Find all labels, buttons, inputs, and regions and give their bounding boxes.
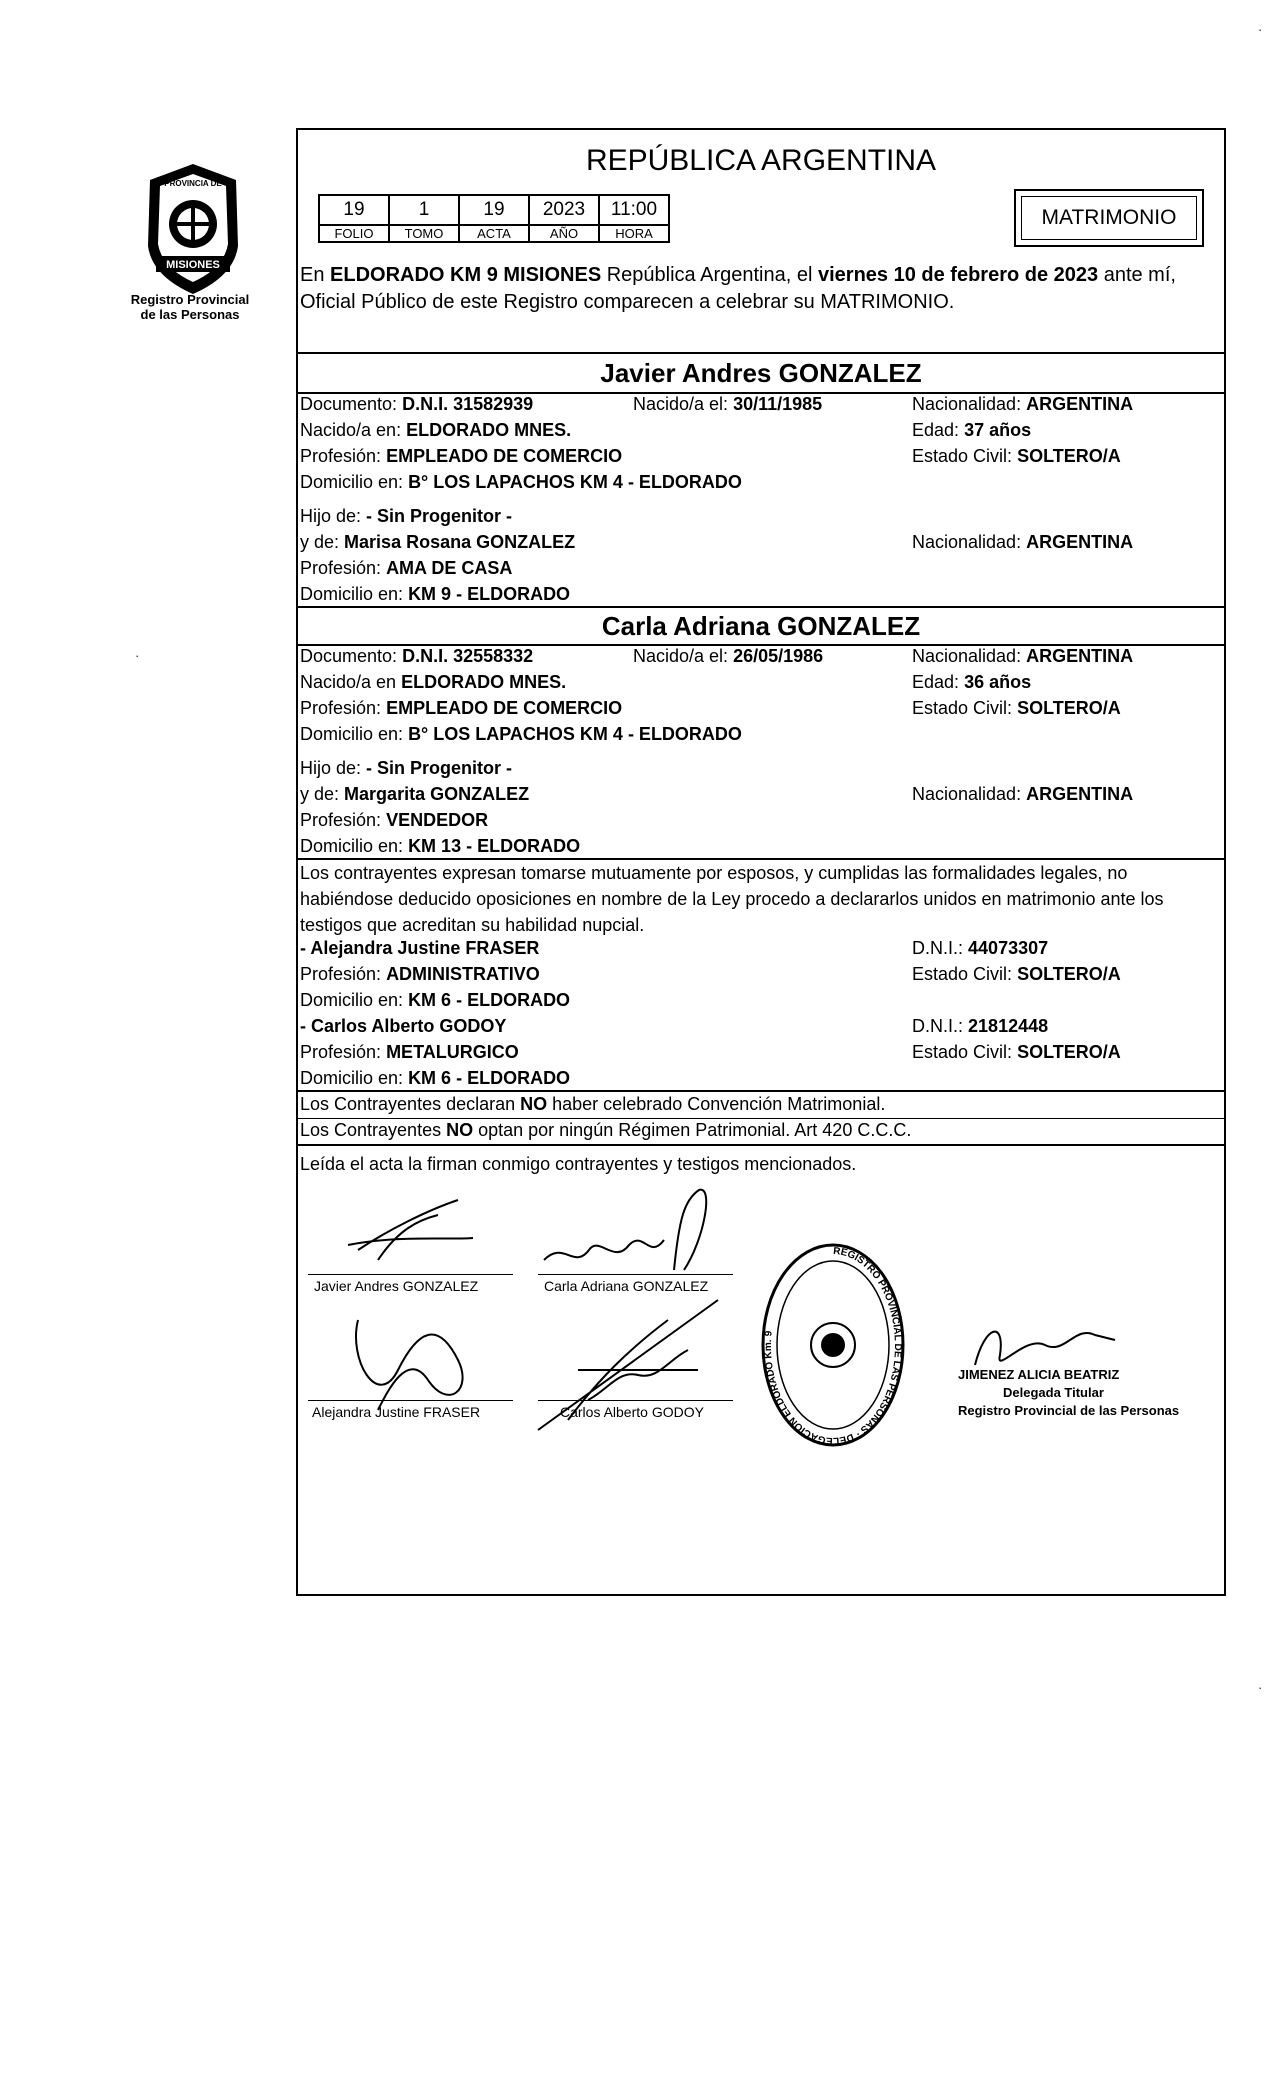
signature-carlos-icon (518, 1280, 738, 1450)
registry-caption-line2: de las Personas (140, 307, 240, 322)
spouse1-age: Edad: 37 años (912, 420, 1032, 440)
record-type-box (1014, 189, 1204, 247)
spouse1-address: Domicilio en: B° LOS LAPACHOS KM 4 - ELDORADO (300, 472, 742, 492)
spouse1-birthdate: Nacido/a el: 30/11/1985 (633, 394, 823, 414)
margin-mark: · (1258, 22, 1263, 37)
regime-note: Los Contrayentes NO optan por ningún Régimen Patrimonial. Art 420 C.C.C. (300, 1120, 912, 1140)
spouse2-nationality: Nacionalidad: ARGENTINA (912, 646, 1134, 666)
spouse1-name: Javier Andres GONZALEZ (600, 358, 922, 388)
divider (298, 1090, 1224, 1092)
witness1-dni: D.N.I.: 44073307 (912, 938, 1049, 958)
spouse2-mother-nationality: Nacionalidad: ARGENTINA (912, 784, 1134, 804)
signature-javier-icon (338, 1190, 488, 1270)
spouse1-father: Hijo de: - Sin Progenitor - (300, 506, 513, 526)
read-note: Leída el acta la firman conmigo contrayentes y testigos mencionados. (300, 1154, 857, 1174)
signature-carla-icon (534, 1180, 734, 1280)
page-title: REPÚBLICA ARGENTINA (585, 144, 937, 177)
divider (298, 352, 1224, 354)
year-value: 2023 (529, 195, 599, 225)
acta-value: 19 (459, 195, 529, 225)
spouse2-civil-status: Estado Civil: SOLTERO/A (912, 698, 1121, 718)
witness2-dni: D.N.I.: 21812448 (912, 1016, 1049, 1036)
spouse1-mother-profession: Profesión: AMA DE CASA (300, 558, 513, 578)
spouse2-mother-address: Domicilio en: KM 13 - ELDORADO (300, 836, 581, 856)
tomo-label: TOMO (389, 225, 459, 242)
witness2-name: - Carlos Alberto GODOY (300, 1016, 507, 1036)
signature-line (308, 1274, 513, 1275)
witness1-profession: Profesión: ADMINISTRATIVO (300, 964, 540, 984)
signature-carla-label: Carla Adriana GONZALEZ (544, 1278, 709, 1294)
spouse1-birthplace: Nacido/a en: ELDORADO MNES. (300, 420, 572, 440)
witness2-profession: Profesión: METALURGICO (300, 1042, 519, 1062)
folio-value: 19 (319, 195, 389, 225)
intro-place: ELDORADO KM 9 MISIONES (330, 264, 602, 286)
spouse2-father: Hijo de: - Sin Progenitor - (300, 758, 513, 778)
intro-date: viernes 10 de febrero de 2023 (817, 264, 1099, 286)
spouse2-profession: Profesión: EMPLEADO DE COMERCIO (300, 698, 623, 718)
convention-note: Los Contrayentes declaran NO haber celebrado Convención Matrimonial. (300, 1094, 886, 1114)
svg-text:PROVINCIA DE: PROVINCIA DE (164, 179, 222, 188)
acta-label: ACTA (459, 225, 529, 242)
spouse1-mother-nationality: Nacionalidad: ARGENTINA (912, 532, 1134, 552)
spouse2-age: Edad: 36 años (912, 672, 1032, 692)
registry-caption-line1: Registro Provincial (130, 292, 250, 307)
margin-mark: · (1258, 1680, 1263, 1695)
signature-carlos-label: Carlos Alberto GODOY (560, 1404, 704, 1420)
spouse1-nationality: Nacionalidad: ARGENTINA (912, 394, 1134, 414)
svg-text:REGISTRO PROVINCIAL DE LAS PER: REGISTRO PROVINCIAL DE LAS PERSONAS · DELEGACION ELDORADO Km. 9 (762, 1245, 903, 1447)
declaration-paragraph: Los contrayentes expresan tomarse mutuamente por esposos, y cumplidas las formalidades legales, no habiéndose deducido oposiciones en nombre de la Ley procedo a declararlos unidos en matrimonio ante los testigos que acreditan su habilidad nupcial. (300, 863, 1164, 935)
spouse2-document: Documento: D.N.I. 32558332 (300, 646, 534, 666)
spouse1-mother-address: Domicilio en: KM 9 - ELDORADO (300, 584, 571, 604)
signature-alejandra-icon (338, 1300, 498, 1420)
witness1-name: - Alejandra Justine FRASER (300, 938, 540, 958)
provincial-coat-of-arms-icon (138, 158, 248, 298)
record-id-table (318, 194, 670, 243)
signature-line (308, 1400, 513, 1401)
spouse2-address: Domicilio en: B° LOS LAPACHOS KM 4 - ELDORADO (300, 724, 742, 744)
official-role: Delegada Titular (1003, 1385, 1104, 1400)
witness1-address: Domicilio en: KM 6 - ELDORADO (300, 990, 571, 1010)
divider (298, 606, 1224, 608)
svg-text:MISIONES: MISIONES (166, 259, 220, 271)
spouse1-document: Documento: D.N.I. 31582939 (300, 394, 534, 414)
official-stamp (958, 1366, 1179, 1420)
signature-line (538, 1274, 733, 1275)
spouse1-profession: Profesión: EMPLEADO DE COMERCIO (300, 446, 623, 466)
tomo-value: 1 (389, 195, 459, 225)
folio-label: FOLIO (319, 225, 389, 242)
signature-alejandra-label: Alejandra Justine FRASER (312, 1404, 481, 1420)
official-office: Registro Provincial de las Personas (958, 1403, 1180, 1418)
witness2-civil-status: Estado Civil: SOLTERO/A (912, 1042, 1121, 1062)
spouse2-mother: y de: Margarita GONZALEZ (300, 784, 530, 804)
official-seal-icon (758, 1240, 908, 1450)
spouse1-mother: y de: Marisa Rosana GONZALEZ (300, 532, 576, 552)
witness1-civil-status: Estado Civil: SOLTERO/A (912, 964, 1121, 984)
spouse2-birthdate: Nacido/a el: 26/05/1986 (633, 646, 824, 666)
margin-mark: · (135, 648, 140, 663)
intro-paragraph: En ELDORADO KM 9 MISIONES República Argentina, el viernes 10 de febrero de 2023 ante mí, Oficial Público de este Registro comparecen a celebrar su MATRIMONIO. (300, 264, 1176, 313)
spouse2-birthplace: Nacido/a en ELDORADO MNES. (300, 672, 567, 692)
official-name: JIMENEZ ALICIA BEATRIZ (958, 1367, 1120, 1382)
witness2-address: Domicilio en: KM 6 - ELDORADO (300, 1068, 571, 1088)
spouse2-mother-profession: Profesión: VENDEDOR (300, 810, 489, 830)
registry-caption (110, 292, 270, 322)
hour-label: HORA (599, 225, 669, 242)
divider (298, 1144, 1224, 1146)
signature-line (538, 1400, 733, 1401)
record-type: MATRIMONIO (1021, 196, 1197, 240)
hour-value: 11:00 (599, 195, 669, 225)
spouse2-name: Carla Adriana GONZALEZ (601, 611, 921, 641)
year-label: AÑO (529, 225, 599, 242)
divider (298, 1118, 1224, 1119)
spouse1-civil-status: Estado Civil: SOLTERO/A (912, 446, 1121, 466)
signature-javier-label: Javier Andres GONZALEZ (314, 1278, 479, 1294)
